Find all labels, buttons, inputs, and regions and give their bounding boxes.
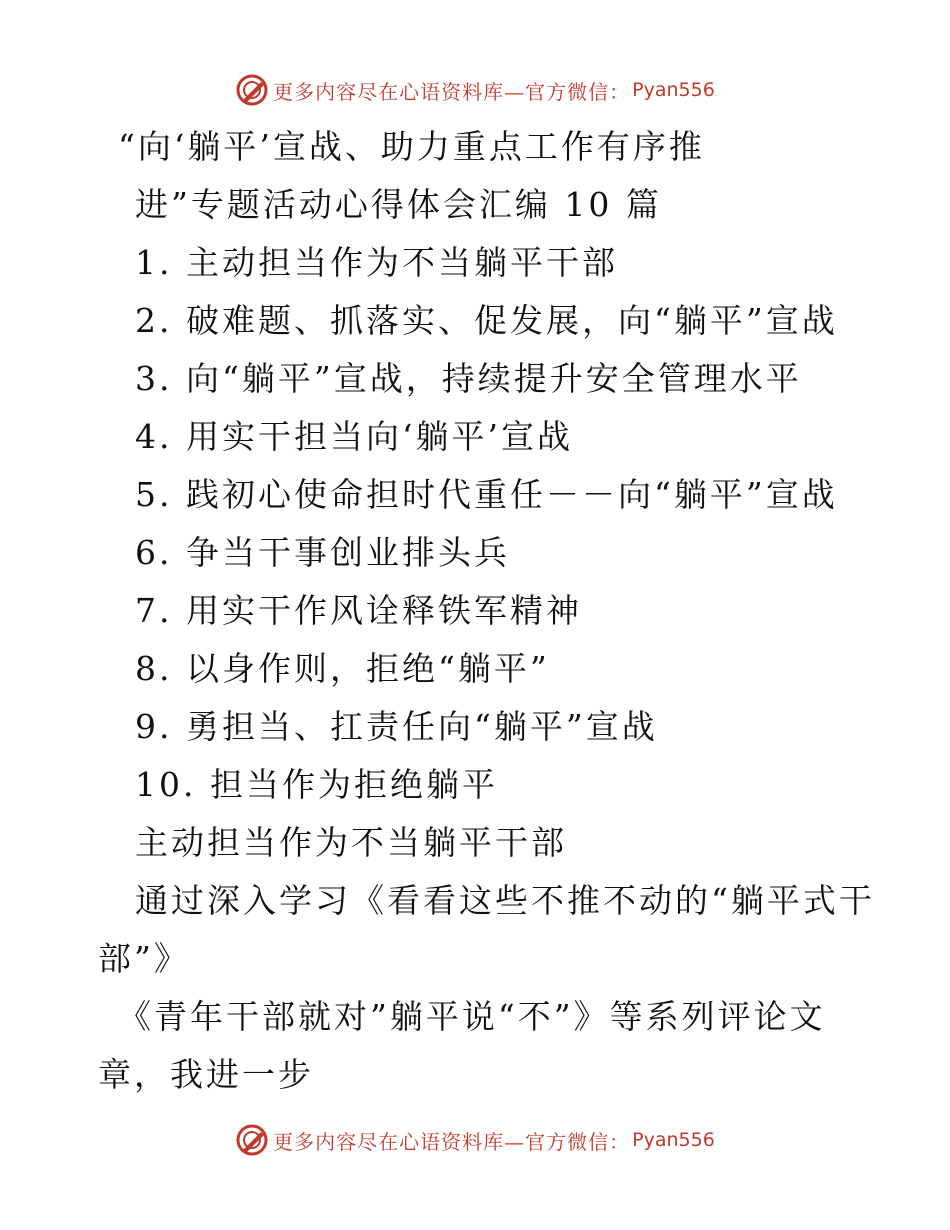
banner-text: 更多内容尽在心语资料库—官方微信： <box>273 1129 631 1154</box>
toc-item-3: 3. 向“躺平”宣战，持续提升安全管理水平 <box>135 359 802 398</box>
paragraph-1-line-2: 部”》 <box>98 939 190 978</box>
doc-title-line-1: “向‘躺平’宣战、助力重点工作有序推 <box>118 127 705 166</box>
paragraph-2-line-2: 章，我进一步 <box>98 1055 314 1094</box>
section-heading: 主动担当作为不当躺平干部 <box>135 823 567 862</box>
toc-item-8: 8. 以身作则，拒绝“躺平” <box>135 649 550 688</box>
banner-wechat-id: Pyan556 <box>632 79 715 101</box>
toc-item-1: 1. 主动担当作为不当躺平干部 <box>135 243 618 282</box>
pen-circle-logo-icon <box>235 73 269 107</box>
doc-title-line-2: 进”专题活动心得体会汇编 10 篇 <box>135 185 662 224</box>
banner-text: 更多内容尽在心语资料库—官方微信： <box>273 79 631 104</box>
toc-item-6: 6. 争当干事创业排头兵 <box>135 533 510 572</box>
toc-item-9: 9. 勇担当、扛责任向“躺平”宣战 <box>135 707 658 746</box>
toc-item-4: 4. 用实干担当向‘躺平’宣战 <box>135 417 573 456</box>
toc-item-2: 2. 破难题、抓落实、促发展，向“躺平”宣战 <box>135 301 838 340</box>
paragraph-2-line-1: 《青年干部就对”躺平说“不”》等系列评论文 <box>118 997 826 1036</box>
header-banner <box>0 70 950 110</box>
pen-circle-logo-icon <box>235 1123 269 1157</box>
toc-item-7: 7. 用实干作风诠释铁军精神 <box>135 591 582 630</box>
toc-item-10: 10. 担当作为拒绝躺平 <box>135 765 498 804</box>
footer-banner <box>0 1120 950 1160</box>
toc-item-5: 5. 践初心使命担时代重任－－向“躺平”宣战 <box>135 475 838 514</box>
paragraph-1-line-1: 通过深入学习《看看这些不推不动的“躺平式干 <box>135 881 875 920</box>
banner-wechat-id: Pyan556 <box>632 1129 715 1151</box>
